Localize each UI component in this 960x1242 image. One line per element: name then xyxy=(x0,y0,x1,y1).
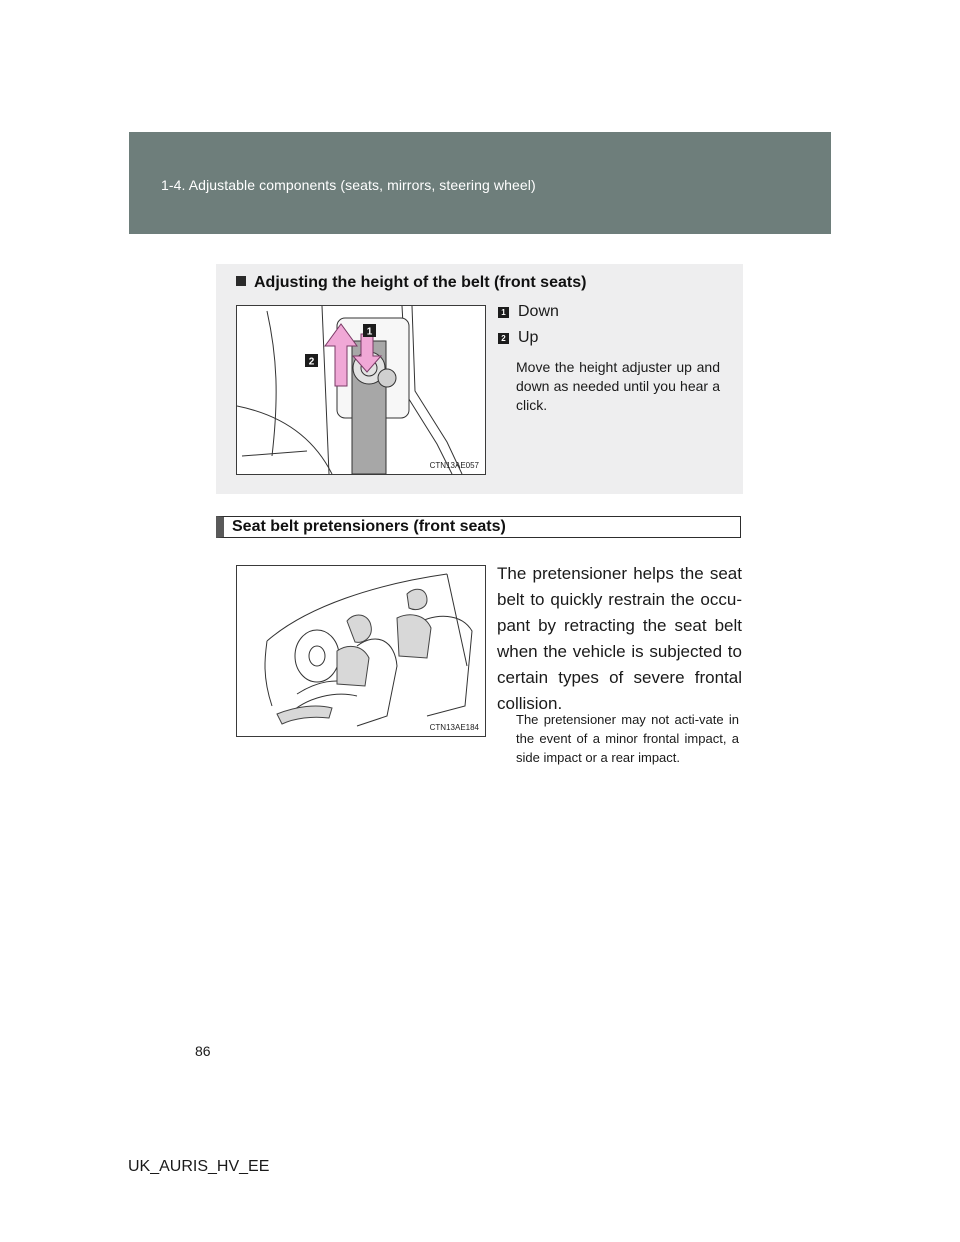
pretensioner-note: The pretensioner may not acti-vate in the event of a minor frontal impact, a side impact or a rear impact. xyxy=(516,712,739,765)
svg-text:1: 1 xyxy=(366,326,373,338)
section-heading: Seat belt pretensioners (front seats) xyxy=(216,516,741,538)
height-adjust-title-text: Adjusting the height of the belt (front seats) xyxy=(254,274,587,291)
footer-code: UK_AURIS_HV_EE xyxy=(128,1158,270,1175)
page-number: 86 xyxy=(195,1043,211,1059)
pretensioner-description: The pretensioner helps the seat belt to quickly restrain the occu-pant by retracting the seat belt when the vehicle is subjected to certain types of severe frontal collision. xyxy=(497,564,742,713)
step-down xyxy=(498,303,559,321)
figure-code: CTN13AE057 xyxy=(429,461,479,470)
belt-height-adjuster-illustration xyxy=(237,306,485,474)
pretensioner-illustration xyxy=(237,566,485,736)
header-title: 1-4. Adjustable components (seats, mirrors, steering wheel) xyxy=(161,177,536,193)
step-number-badge: 2 xyxy=(498,333,509,344)
step-number-badge: 1 xyxy=(498,307,509,318)
step-label: Down xyxy=(518,303,559,320)
svg-text:2: 2 xyxy=(308,356,315,368)
square-bullet-icon xyxy=(236,276,246,286)
step-up xyxy=(498,329,538,347)
height-adjust-note: Move the height adjuster up and down as needed until you hear a click. xyxy=(516,359,720,413)
figure-code: CTN13AE184 xyxy=(429,723,479,732)
pretensioner-figure xyxy=(236,565,486,737)
step-label: Up xyxy=(518,329,539,346)
belt-height-adjuster-figure xyxy=(236,305,486,475)
height-adjust-title xyxy=(236,274,586,292)
